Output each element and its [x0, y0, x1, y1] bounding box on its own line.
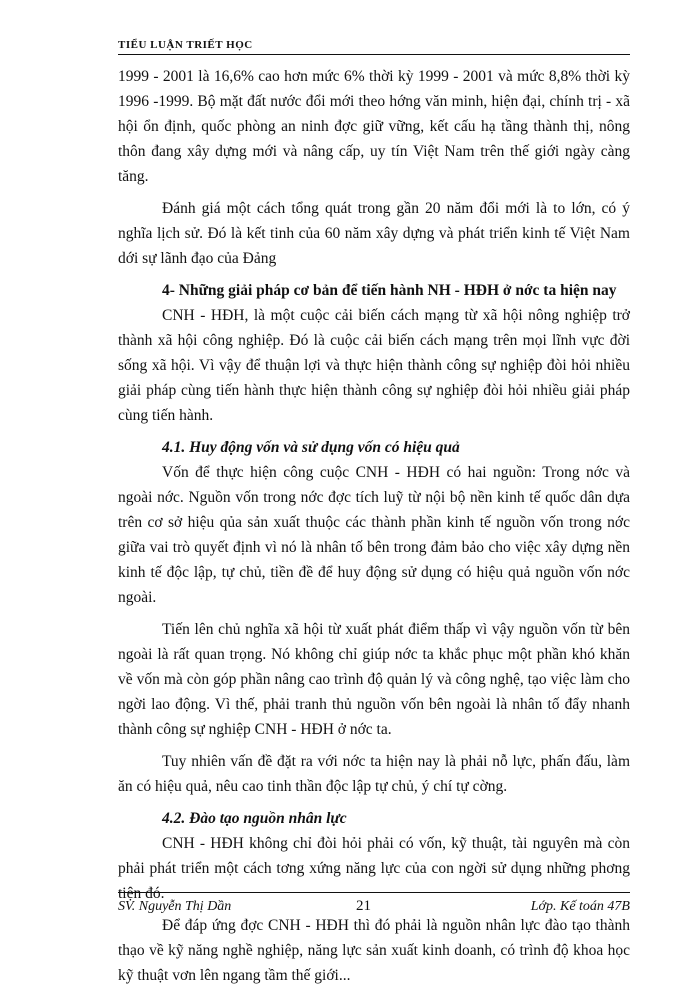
section-heading: 4- Những giải pháp cơ bản để tiến hành NH - HĐH ở nớc ta hiện nay [162, 282, 617, 299]
page-number: 21 [356, 898, 371, 914]
subsection-heading: 4.1. Huy động vốn và sử dụng vốn có hiệu quả [162, 439, 460, 456]
header-title: TIỂU LUẬN TRIẾT HỌC [118, 39, 253, 51]
paragraph: Vốn để thực hiện công cuộc CNH - HĐH có hai nguồn: Trong nớc và ngoài nớc. Nguồn vốn trong nớc đợc tích luỹ từ nội bộ nền kinh tế quốc dân dựa trên cơ sở hiệu qủa sản xuất thuộc các thành phần kinh tế nguồn vốn trong nớc giữa vai trò quyết định vì nó là nhân tố bên trong đảm bảo cho việc xây dựng nền kinh tế độc lập, tự chủ, tiền đề để huy động sử dụng có hiệu quả nguồn vốn nớc ngoài. [118, 464, 630, 606]
running-footer [118, 892, 630, 914]
footer-class: Lớp. Kế toán 47B [530, 899, 630, 914]
footer-author: SV. Nguyễn Thị Dần [118, 899, 232, 914]
paragraph: Để đáp ứng đợc CNH - HĐH thì đó phải là nguồn nhân lực đào tạo thành thạo về kỹ năng nghề nghiệp, năng lực sản xuất kinh doanh, có trình độ khoa học kỹ thuật vơn lên ngang tầm thế giới... [118, 917, 630, 984]
subsection-heading: 4.2. Đào tạo nguồn nhân lực [162, 810, 347, 827]
running-header [118, 38, 630, 55]
paragraph: 1999 - 2001 là 16,6% cao hơn mức 6% thời kỳ 1999 - 2001 và mức 8,8% thời kỳ 1996 -1999. Bộ mặt đất nước đổi mới theo hớng văn minh, hiện đại, chính trị - xã hội ổn định, quốc phòng an ninh đợc giữ vững, kết cấu hạ tầng thành thị, nông thôn đang xây dựng mới và nâng cấp, uy tín Việt Nam trên thế giới ngày càng tăng. [118, 68, 630, 185]
paragraph: Tiến lên chủ nghĩa xã hội từ xuất phát điểm thấp vì vậy nguồn vốn từ bên ngoài là rất quan trọng. Nó không chỉ giúp nớc ta khắc phục một phần khó khăn về vốn mà còn góp phần nâng cao trình độ quản lý và công nghệ, tạo việc làm cho ngời lao động. Vì thế, phải tranh thủ nguồn vốn bên ngoài là nhân tố đẩy nhanh thành công sự nghiệp CNH - HĐH ở nớc ta. [118, 621, 630, 738]
paragraph: Tuy nhiên vấn đề đặt ra với nớc ta hiện nay là phải nỗ lực, phấn đấu, làm ăn có hiệu quả, nêu cao tinh thần độc lập tự chủ, ý chí tự cờng. [118, 753, 630, 795]
paragraph: CNH - HĐH, là một cuộc cải biến cách mạng từ xã hội nông nghiệp trở thành xã hội công nghiệp. Đó là cuộc cải biến cách mạng trên mọi lĩnh vực đời sống xã hội. Vì vậy để thuận lợi và thực hiện thành công sự nghiệp đòi hỏi nhiều giải pháp cùng tiến hành thực hiện thành công sự nghiệp đòi hỏi nhiều giải pháp cùng tiến hành. [118, 307, 630, 424]
paragraph: Đánh giá một cách tổng quát trong gần 20 năm đổi mới là to lớn, có ý nghĩa lịch sử. Đó là kết tinh của 60 năm xây dựng và phát triển kinh tế Việt Nam dới sự lãnh đạo của Đảng [118, 200, 630, 267]
page-body [118, 64, 630, 995]
paragraph: CNH - HĐH không chỉ đòi hỏi phải có vốn, kỹ thuật, tài nguyên mà còn phải phát triển một cách tơng xứng năng lực của con ngời sử dụng những phơng tiện đó. [118, 835, 630, 902]
